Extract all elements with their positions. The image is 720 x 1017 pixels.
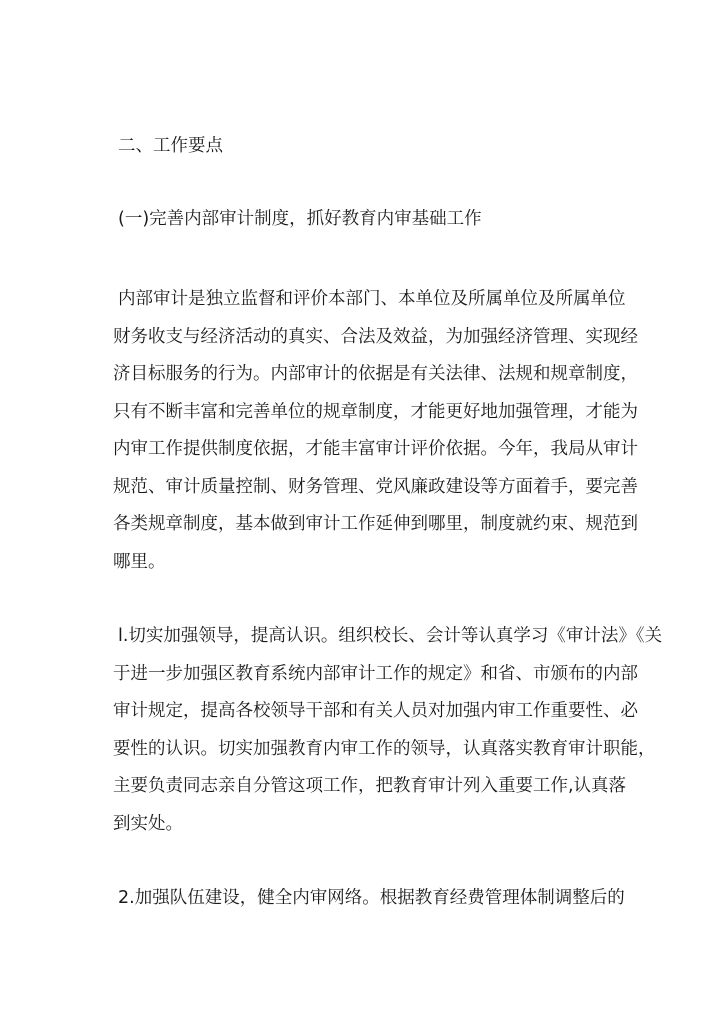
paragraph-line: l.切实加强领导，提高认识。组织校长、会计等认真学习《审计法》《关 [118, 626, 663, 646]
subsection-heading: (一)完善内部审计制度，抓好教育内审基础工作 [118, 209, 482, 229]
paragraph-line: 审计规定，提高各校领导干部和有关人员对加强内审工作重要性、必 [113, 701, 638, 721]
paragraph-line: 于进一步加强区教育系统内部审计工作的规定》和省、市颁布的内部 [113, 664, 638, 684]
paragraph-line: 各类规章制度，基本做到审计工作延伸到哪里，制度就约束、规范到 [113, 514, 638, 534]
paragraph-line: 内部审计是独立监督和评价本部门、本单位及所属单位及所属单位 [118, 289, 626, 309]
paragraph-line: 主要负责同志亲自分管这项工作，把教育审计列入重要工作,认真落 [113, 776, 627, 796]
paragraph-line: 到实处。 [113, 814, 183, 834]
paragraph-line: 济目标服务的行为。内部审计的依据是有关法律、法规和规章制度， [113, 364, 638, 384]
paragraph-line: 只有不断丰富和完善单位的规章制度，才能更好地加强管理，才能为 [113, 402, 638, 422]
paragraph-line: 规范、审计质量控制、财务管理、党风廉政建设等方面着手，要完善 [113, 477, 638, 497]
paragraph-line: 哪里。 [113, 552, 166, 572]
paragraph-line: 内审工作提供制度依据，才能丰富审计评价依据。今年，我局从审计 [113, 439, 638, 459]
paragraph-line: 要性的认识。切实加强教育内审工作的领导，认真落实教育审计职能， [113, 739, 656, 759]
paragraph-line: 2.加强队伍建设，健全内审网络。根据教育经费管理体制调整后的 [118, 888, 625, 908]
section-heading: 二、工作要点 [118, 136, 223, 156]
paragraph-line: 财务收支与经济活动的真实、合法及效益，为加强经济管理、实现经 [113, 327, 638, 347]
